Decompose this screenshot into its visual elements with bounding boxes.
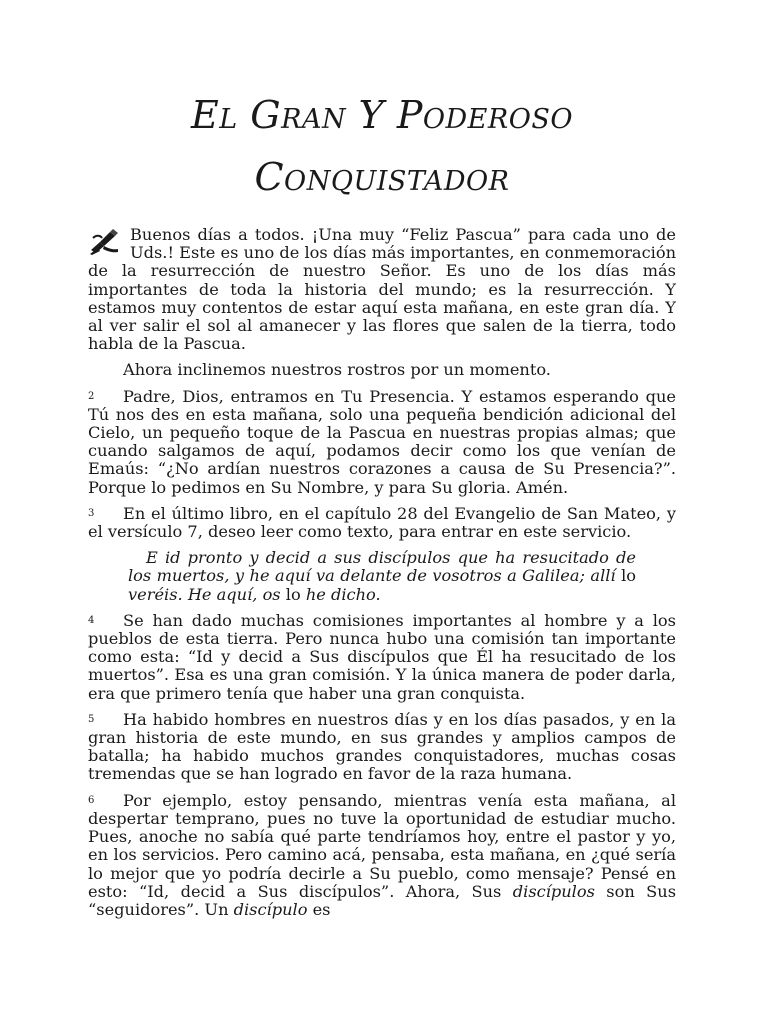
scripture-quote xyxy=(128,549,636,604)
document-page xyxy=(88,84,676,927)
page-title xyxy=(88,84,676,208)
writing-hand-icon xyxy=(88,228,122,256)
quote-part: veréis. He aquí, os xyxy=(128,584,286,604)
paragraph-4-text: Se han dado muchas comisiones importantes al hombre y a los pueblos de esta tierra. Pero nunca hubo una comisión tan importante como esta: “Id y decid a Sus discípulos que Él ha resucitado de los muertos”. Esa es una gran comisión. Y la única manera de poder darla, era que primero tenía que haber una gran conquista. xyxy=(88,610,676,703)
paragraph-1b: Ahora inclinemos nuestros rostros por un momento. xyxy=(123,360,551,380)
paragraph-6-text: son Sus “seguidores”. Un xyxy=(88,881,677,919)
paragraph-2-text: Padre, Dios, entramos en Tu Presencia. Y estamos esperando que Tú nos des en esta mañana, solo una pequeña bendición adicional del Cielo, un pequeño toque de la Pascua en nuestras propias almas; que cuando salgamos de aquí, podamos decir como los que venían de Emaús: “¿No ardían nuestros corazones a causa de Su Presencia?”. Porque lo pedimos en Su Nombre, y para Su gloria. Amén. xyxy=(88,386,676,497)
paragraph-1-text: Buenos días a todos. ¡Una muy “Feliz Pascua” para cada uno de Uds.! Este es uno de los días más importantes, en conmemoración de la resurrección de nuestro Señor. Es uno de los días más importantes de toda la historia del mundo; es la resurrección. Y estamos muy contentos de estar aquí esta mañana, en este gran día. Y al ver salir el sol al amanecer y las flores que salen de la tierra, todo habla de la Pascua. xyxy=(88,225,676,354)
paragraph-number: 3 xyxy=(88,507,95,519)
paragraph-6 xyxy=(88,792,676,919)
paragraph-2 xyxy=(88,388,676,497)
paragraph-6-text: es xyxy=(307,899,331,919)
paragraph-number: 5 xyxy=(88,713,95,725)
quote-part: he dicho. xyxy=(300,584,381,604)
emphasis: discípulos xyxy=(512,881,595,901)
paragraph-6-text: Por ejemplo, estoy pensando, mientras venía esta mañana, al despertar temprano, pues no tuve la oportunidad de estudiar mucho. Pues, anoche no sabía qué parte tendríamos hoy, entre el pastor y yo, en los servicios. Pero camino acá, pensaba, esta mañana, en ¿qué sería lo mejor que yo podría decirle a Su pueblo, como mensaje? Pensé en esto: “Id, decid a Sus discípulos”. Ahora, Sus xyxy=(88,790,676,901)
paragraph-3-text: En el último libro, en el capítulo 28 del Evangelio de San Mateo, y el versículo 7, deseo leer como texto, para entrar en este servicio. xyxy=(88,503,676,542)
quote-part: lo xyxy=(621,566,636,586)
paragraph-4 xyxy=(88,612,676,703)
emphasis: discípulo xyxy=(233,899,308,919)
quote-part: E id pronto y decid a sus discípulos que ha resucitado de los muertos, y he aquí va delante de vosotros a Galilea; allí xyxy=(128,548,636,586)
paragraph-number: 2 xyxy=(88,390,95,402)
quote-part: lo xyxy=(285,584,301,604)
title-line-2: Conquistador xyxy=(254,155,510,199)
paragraph-number: 6 xyxy=(88,794,95,806)
paragraph-number: 4 xyxy=(88,614,95,626)
paragraph-3 xyxy=(88,505,676,541)
title-line-1: El Gran Y Poderoso xyxy=(191,93,573,137)
paragraph-5 xyxy=(88,711,676,784)
paragraph-5-text: Ha habido hombres en nuestros días y en los días pasados, y en la gran historia de este mundo, en sus grandes y amplios campos de batalla; ha habido muchos grandes conquistadores, muchas cosas tremendas que se han logrado en favor de la raza humana. xyxy=(88,709,676,784)
paragraph-1 xyxy=(88,226,676,353)
